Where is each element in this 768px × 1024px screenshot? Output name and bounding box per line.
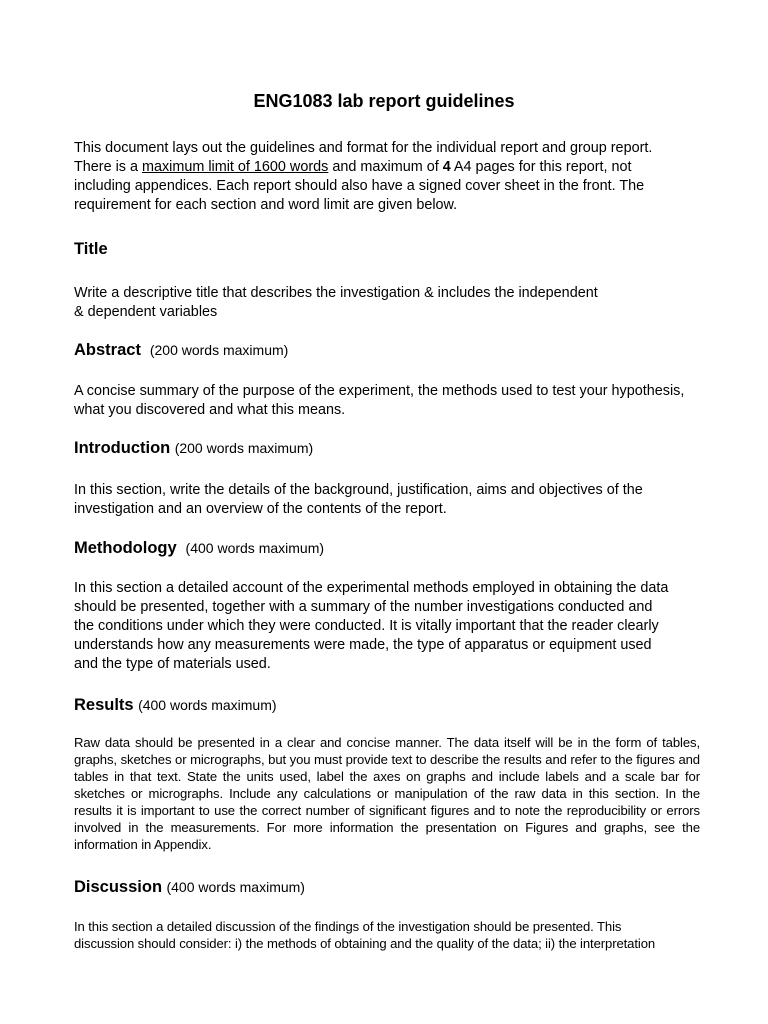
- introduction-section-body: [74, 481, 700, 519]
- methodology-body-line-3: the conditions under which they were conducted. It is vitally important that the reader clearly: [74, 618, 659, 634]
- discussion-word-limit: (400 words maximum): [166, 879, 305, 895]
- methodology-body-line-2: should be presented, together with a summary of the number investigations conducted and: [74, 599, 653, 615]
- page-limit-number: 4: [442, 159, 451, 175]
- methodology-heading-label: Methodology: [74, 539, 177, 557]
- intro-paragraph: [74, 139, 700, 215]
- discussion-body-line-1: In this section a detailed discussion of the findings of the investigation should be presented. This: [74, 919, 622, 934]
- title-section-body: [74, 284, 700, 322]
- intro-text-b: and maximum of: [328, 159, 443, 175]
- results-section-heading: [74, 696, 277, 715]
- methodology-body-line-4: understands how any measurements were made, the type of apparatus or equipment used: [74, 637, 652, 653]
- intro-text-a: There is a: [74, 159, 142, 175]
- abstract-body-line-1: A concise summary of the purpose of the experiment, the methods used to test your hypothesis,: [74, 383, 685, 399]
- title-heading-label: Title: [74, 240, 108, 258]
- abstract-body-line-2: what you discovered and what this means.: [74, 402, 346, 418]
- introduction-body-line-1: In this section, write the details of the background, justification, aims and objectives of the: [74, 482, 643, 498]
- title-body-line-1: Write a descriptive title that describes the investigation & includes the independent: [74, 285, 598, 301]
- abstract-section-body: [74, 382, 700, 420]
- word-limit-underlined: maximum limit of 1600 words: [141, 159, 329, 175]
- methodology-section-body: [74, 579, 700, 674]
- results-section-body: Raw data should be presented in a clear and concise manner. The data itself will be in the form of tables, graphs, sketches or micrographs, but you must provide text to describe the results and refer to the figures and tables in that text. State the units used, label the axes on graphs and include labels and a scale bar for sketches or micrographs. Include any calculations or manipulation of the raw data in this section. In the results it is important to use the correct number of significant figures and to note the reproducibility or errors involved in the measurements. For more information the presentation on Figures and graphs, see the information in Appendix.: [74, 735, 700, 852]
- discussion-section-heading: [74, 878, 305, 897]
- intro-line-4: requirement for each section and word limit are given below.: [74, 197, 458, 213]
- introduction-body-line-2: investigation and an overview of the contents of the report.: [74, 501, 447, 517]
- results-word-limit: (400 words maximum): [138, 697, 277, 713]
- introduction-section-heading: [74, 439, 313, 458]
- abstract-word-limit: (200 words maximum): [149, 342, 289, 358]
- abstract-heading-label: Abstract: [74, 341, 141, 359]
- abstract-section-heading: [74, 341, 288, 360]
- methodology-body-line-5: and the type of materials used.: [74, 656, 271, 672]
- introduction-heading-label: Introduction: [74, 439, 171, 457]
- discussion-section-body: [74, 918, 700, 952]
- discussion-heading-label: Discussion: [74, 878, 163, 896]
- title-section-heading: [74, 240, 108, 259]
- methodology-word-limit: (400 words maximum): [185, 540, 325, 556]
- title-body-line-2: & dependent variables: [74, 304, 218, 320]
- intro-line-1: This document lays out the guidelines and format for the individual report and group report.: [74, 140, 653, 156]
- discussion-body-line-2: discussion should consider: i) the methods of obtaining and the quality of the data; ii) the interpretation: [74, 936, 656, 951]
- intro-line-2: [74, 158, 700, 177]
- results-heading-label: Results: [74, 696, 134, 714]
- intro-text-c: A4 pages for this report, not: [450, 159, 632, 175]
- document-title: ENG1083 lab report guidelines: [253, 91, 515, 111]
- methodology-section-heading: [74, 539, 324, 558]
- introduction-word-limit: (200 words maximum): [174, 440, 314, 456]
- methodology-body-line-1: In this section a detailed account of the experimental methods employed in obtaining the data: [74, 580, 669, 596]
- intro-line-3: including appendices. Each report should also have a signed cover sheet in the front. The: [74, 178, 645, 194]
